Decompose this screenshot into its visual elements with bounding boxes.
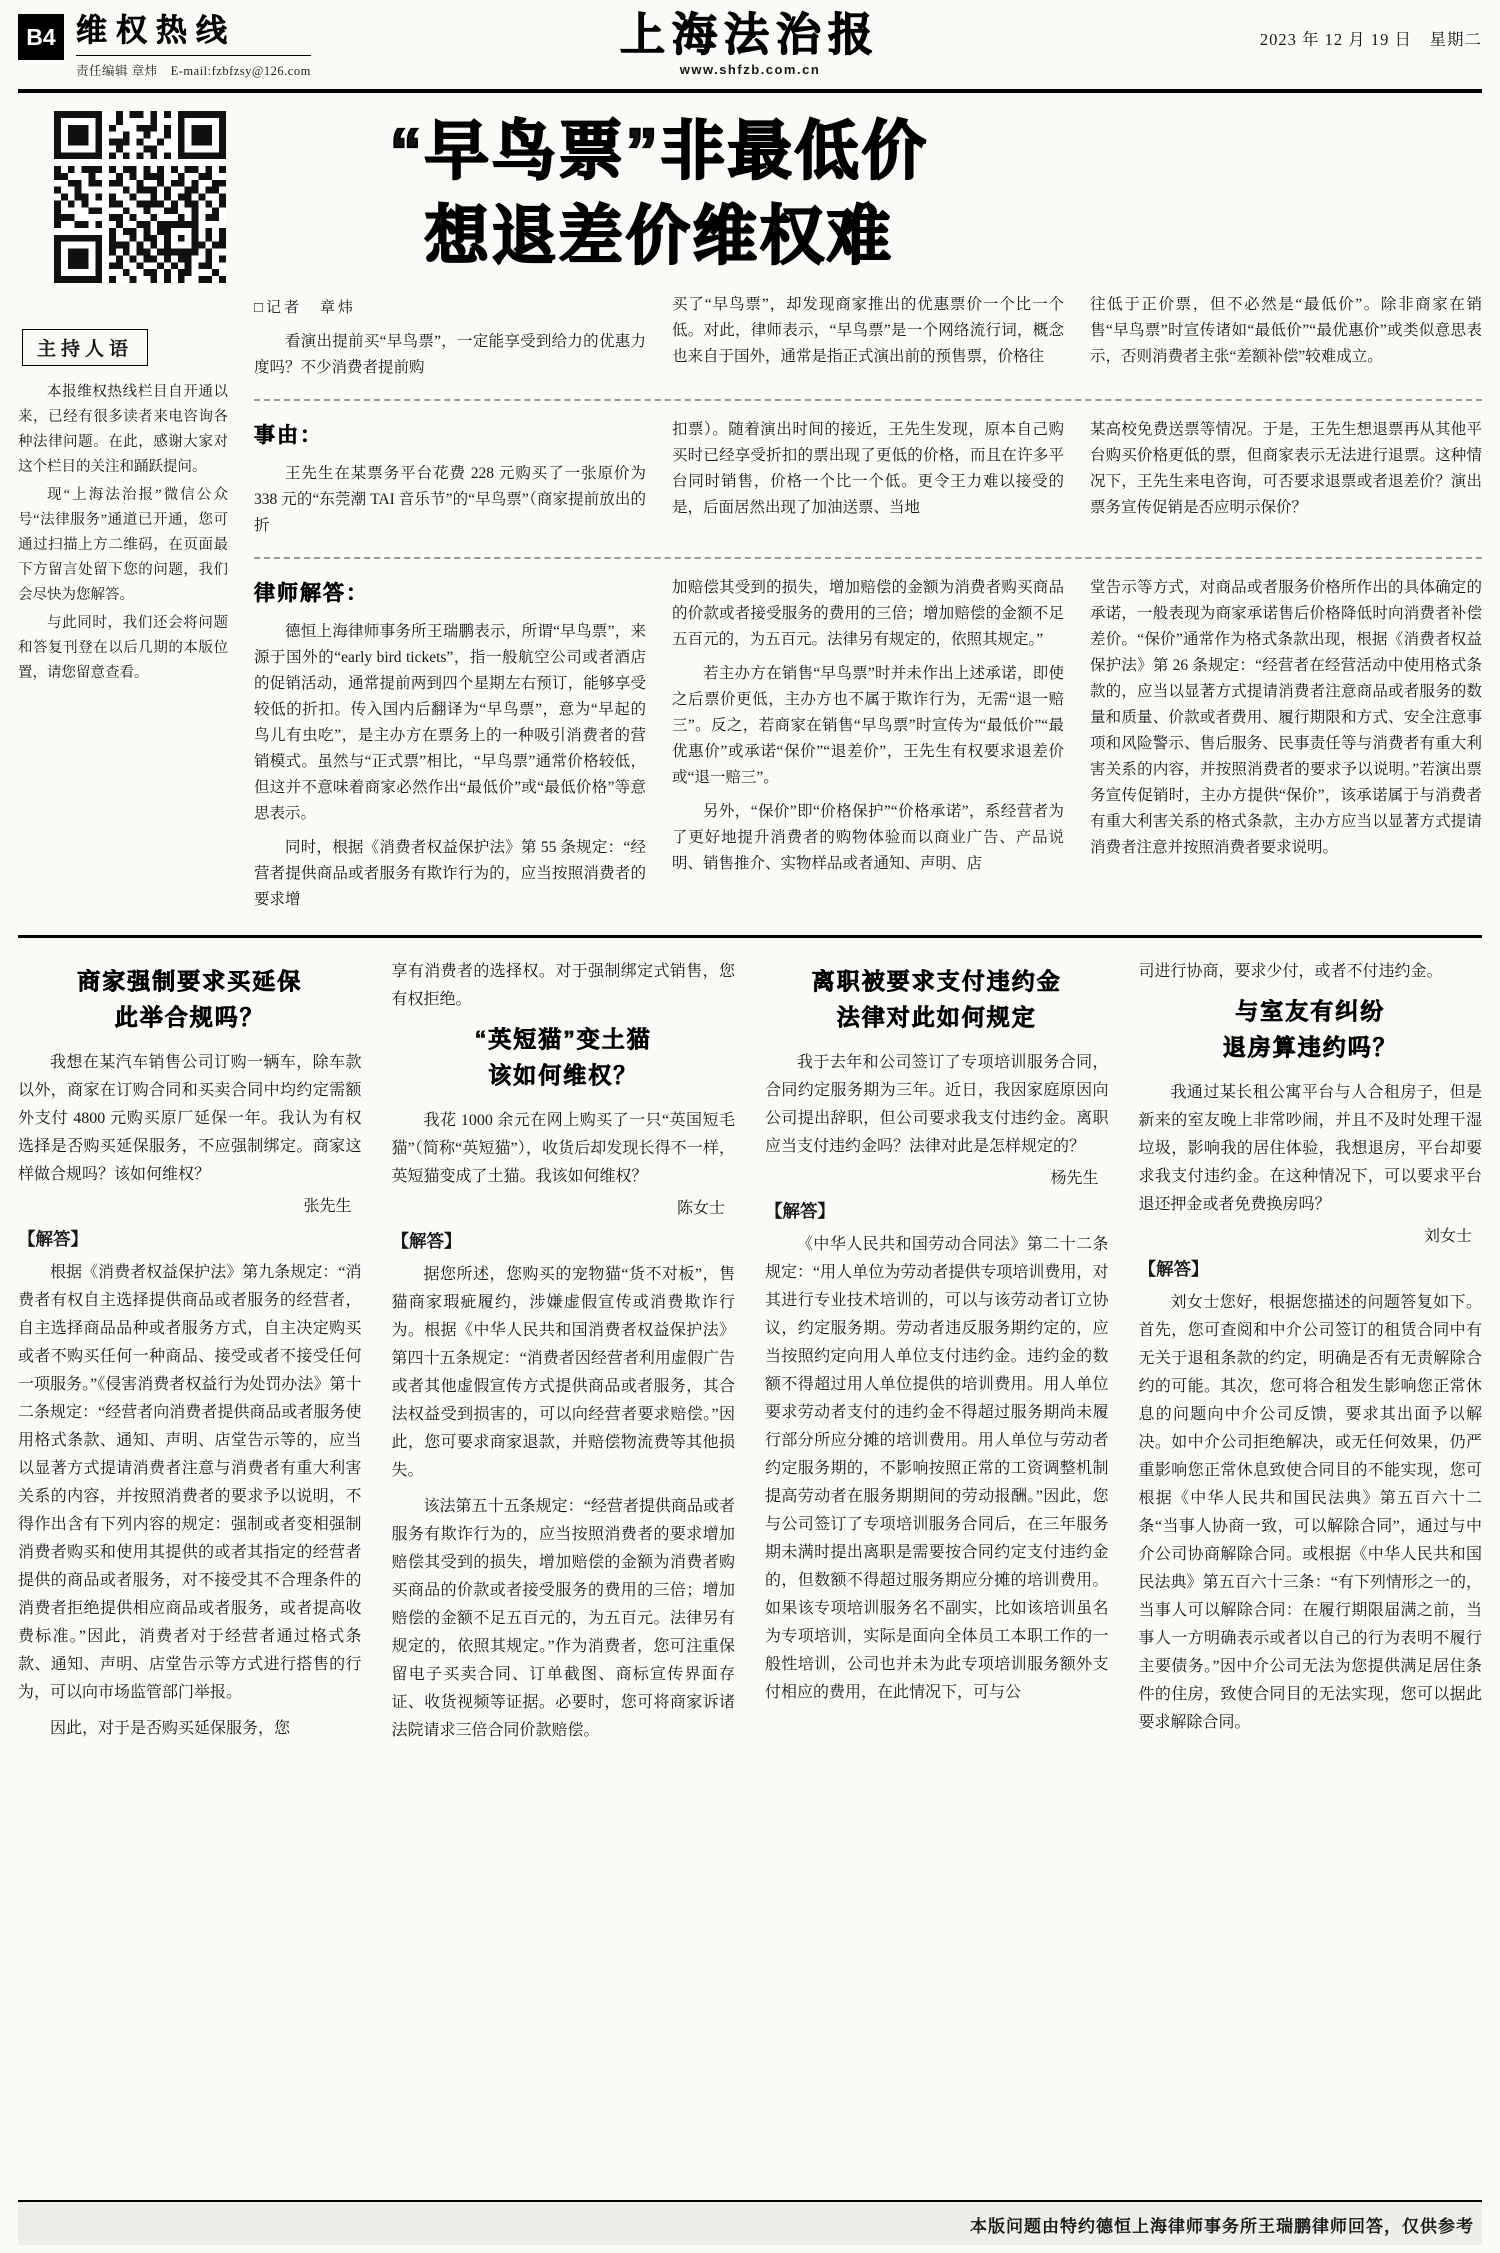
lead-column-2 — [672, 292, 1064, 389]
incident-label: 事由： — [254, 424, 323, 448]
qa-signer: 刘女士 — [1423, 1228, 1472, 1246]
lead-text: 往低于正价票，但不必然是“最低价”。除非商家在销售“早鸟票”时宣传诸如“最低价”“最优惠价”或类似意思表示，否则消费者主张“差额补偿”较难成立。 — [1090, 296, 1482, 366]
lawyer-column-1 — [254, 575, 646, 921]
masthead-title: 上海法治报 — [619, 10, 881, 60]
headline-line-1: “早鸟票”非最低价 — [389, 115, 929, 188]
lead-column-1 — [254, 292, 646, 389]
lead-column-3 — [1090, 292, 1482, 389]
page-header — [18, 12, 1482, 93]
main-headline — [254, 109, 1064, 278]
lawyer-text: 德恒上海律师事务所王瑞鹏表示，所谓“早鸟票”，来源于国外的“early bird tickets”，指一般航空公司或者酒店的促销活动，通常提前两到四个星期左右预订，能够享受较低的折扣。传入国内后翻译为“早鸟票”，意为“早起的鸟儿有虫吃”，是主办方在票务上的一种吸引消费者的营销模式。虽然与“正式票”相比，“早鸟票”通常价格较低，但这并不意味着商家必然作出“最低价”或“最低价格”等意思表示。 — [254, 623, 646, 823]
qa-signer: 陈女士 — [676, 1200, 725, 1218]
qa-column-extended-warranty — [18, 958, 362, 2189]
incident-row — [254, 417, 1482, 547]
qa-question: 我花 1000 余元在网上购买了一只“英国短毛猫”（简称“英短猫”），收货后却发现长得不一样，英短猫变成了土猫。我该如何维权？ — [391, 1112, 735, 1186]
qa-answer-paragraph: 《中华人民共和国劳动合同法》第二十二条规定：“用人单位为劳动者提供专项培训费用，对其进行专业技术培训的，可以与该劳动者订立协议，约定服务期。劳动者违反服务期约定的，应当按照约定向用人单位支付违约金。违约金的数额不得超过用人单位提供的培训费用。用人单位要求劳动者支付的违约金不得超过服务期尚未履行部分所应分摊的培训费用。用人单位与劳动者约定服务期的，不影响按照正常的工资调整机制提高劳动者在服务期期间的劳动报酬。”因此，您与公司签订了专项培训服务合同后，在三年服务期未满时提出离职是需要按合同约定支付违约金的，但数额不得超过服务期应分摊的培训费用。如果该专项培训服务名不副实，比如该培训虽名为专项培训，实际是面向全体员工本职工作的一般性培训，公司也并未为此专项培训服务额外支付相应的费用，在此情况下，可与公 — [765, 1236, 1109, 1702]
dashed-divider — [254, 557, 1482, 559]
header-left-block — [18, 14, 458, 79]
qa-heading-line: 商家强制要求买延保 — [77, 968, 303, 995]
main-article — [254, 109, 1482, 921]
qa-continuation-text: 享有消费者的选择权。对于强制绑定式销售，您有权拒绝。 — [391, 963, 735, 1009]
lawyer-text: 加赔偿其受到的损失，增加赔偿的金额为消费者购买商品的价款或者接受服务的费用的三倍；增加赔偿的金额不足五百元的，为五百元。法律另有规定的，依照其规定。” — [672, 579, 1064, 649]
lead-row — [254, 292, 1482, 389]
qa-heading-line: 该如何维权？ — [488, 1061, 639, 1088]
incident-column-3 — [1090, 417, 1482, 547]
qa-column-cat-purchase — [392, 958, 736, 2189]
host-note-paragraph: 与此同时，我们还会将问题和答复刊登在以后几期的本版位置，请您留意查看。 — [18, 615, 228, 682]
page-footer — [18, 2200, 1482, 2245]
qa-question: 我于去年和公司签订了专项培训服务合同，合同约定服务期为三年。近日，我因家庭原因向公司提出辞职，但公司要求我支付违约金。离职应当支付违约金吗？法律对此是怎样规定的？ — [765, 1054, 1109, 1156]
qa-answer-paragraph: 根据《消费者权益保护法》第九条规定：“消费者有权自主选择提供商品或者服务的经营者，自主选择商品品种或者服务方式，自主决定购买或者不购买任何一种商品、接受或者不接受任何一项服务。”《侵害消费者权益行为处罚办法》第十二条规定：“经营者向消费者提供商品或者服务使用格式条款、通知、声明、店堂告示等的，应当以显著方式提请消费者注意与消费者有重大利害关系的内容，并按照消费者的要求予以说明，不得作出含有下列内容的规定：强制或者变相强制消费者购买和使用其提供的或者其指定的经营者提供的商品或者服务，对不接受其不合理条件的消费者拒绝提供相应商品或者服务，或者提高收费标准。”因此，消费者对于经营者通过格式条款、通知、声明、店堂告示等方式进行搭售的行为，可以向市场监管部门举报。 — [18, 1264, 362, 1702]
incident-text: 扣票）。随着演出时间的接近，王先生发现，原本自己购买时已经享受折扣的票出现了更低的价格，而且在许多平台同时销售，价格一个比一个低。更令王力难以接受的是，后面居然出现了加油送票、当地 — [672, 421, 1064, 517]
headline-line-2: 想退差价维权难 — [424, 199, 894, 272]
qr-code-image — [54, 111, 226, 283]
qa-column-roommate-dispute — [1139, 958, 1483, 2189]
qa-signer: 杨先生 — [1050, 1170, 1099, 1188]
qa-heading-line: 此举合规吗？ — [114, 1003, 265, 1030]
qa-answer-label: 【解答】 — [765, 1201, 835, 1222]
page-number-badge: B4 — [18, 14, 64, 60]
lead-text: 看演出提前买“早鸟票”，一定能享受到给力的优惠力度吗？不少消费者提前购 — [254, 333, 646, 377]
upper-section — [18, 93, 1482, 933]
qa-answer-label: 【解答】 — [1138, 1259, 1209, 1280]
lawyer-label: 律师解答： — [254, 582, 369, 606]
host-note-title: 主持人语 — [22, 329, 148, 366]
dashed-divider — [254, 399, 1482, 401]
lawyer-text: 另外，“保价”即“价格保护”“价格承诺”，系经营者为了更好地提升消费者的购物体验而以商业广告、产品说明、销售推介、实物样品或者通知、声明、店 — [672, 803, 1064, 873]
incident-text: 某高校免费送票等情况。于是，王先生想退票再从其他平台购买价格更低的票，但商家表示无法进行退票。这种情况下，王先生来电咨询，可否要求退票或者退差价？演出票务宣传促销是否应明示保价？ — [1090, 421, 1482, 517]
qa-answer-paragraph: 据您所述，您购买的宠物猫“货不对板”，售猫商家瑕疵履约，涉嫌虚假宣传或消费欺诈行为。根据《中华人民共和国消费者权益保护法》第四十五条规定：“消费者因经营者利用虚假广告或者其他虚假宣传方式提供商品或者服务，其合法权益受到损害的，可以向经营者要求赔偿。”因此，您可要求商家退款，并赔偿物流费等其他损失。 — [391, 1266, 735, 1480]
masthead-block — [620, 12, 880, 77]
qa-answer-paragraph: 刘女士您好，根据您描述的问题答复如下。首先，您可查阅和中介公司签订的租赁合同中有无关于退租条款的约定，明确是否有无责解除合约的可能。其次，您可将合租发生影响您正常休息的问题向中介公司反馈，要求其出面予以解决。如中介公司拒绝解决，或无任何效果，仍严重影响您正常休息致使合同目的不能实现，您可根据《中华人民共和国民法典》第五百六十二条“当事人协商一致，可以解除合同”，通过与中介公司协商解除合同。或根据《中华人民共和国民法典》第五百六十三条：“有下列情形之一的，当事人可以解除合同：在履行期限届满之前，当事人一方明确表示或者以自己的行为表明不履行主要债务。”因中介公司无法为您提供满足居住条件的住房，致使合同目的无法实现，您可以据此要求解除合同。 — [1138, 1294, 1482, 1732]
incident-text: 王先生在某票务平台花费 228 元购买了一张原价为 338 元的“东莞潮 TAI 音乐节”的“早鸟票”（商家提前放出的折 — [254, 465, 646, 535]
qa-heading-line: 法律对此如何规定 — [836, 1003, 1037, 1030]
section-title-block — [76, 14, 311, 79]
qa-heading-line: 退房算违约吗？ — [1222, 1033, 1398, 1060]
editor-line: 责任编辑 章炜 E-mail:fzbfzsy@126.com — [76, 55, 311, 79]
qa-section — [18, 938, 1482, 2189]
host-note-paragraph: 现“上海法治报”微信公众号“法律服务”通道已开通，您可通过扫描上方二维码，在页面最下方留言处留下您的问题，我们会尽快为您解答。 — [18, 487, 228, 604]
qa-heading-line: 离职被要求支付违约金 — [811, 968, 1062, 995]
qa-heading-line: 与室友有纠纷 — [1235, 998, 1386, 1025]
qa-heading — [765, 964, 1109, 1035]
qa-heading — [18, 964, 362, 1035]
lawyer-column-3 — [1090, 575, 1482, 921]
qa-answer-label: 【解答】 — [18, 1229, 88, 1250]
qa-answer-paragraph: 因此，对于是否购买延保服务，您 — [50, 1720, 291, 1738]
website-url: www.shfzb.com.cn — [679, 62, 821, 78]
footer-note: 本版问题由特约德恒上海律师事务所王瑞鹏律师回答，仅供参考 — [970, 2217, 1474, 2236]
incident-column-1 — [254, 417, 646, 547]
incident-column-2 — [672, 417, 1064, 547]
left-sidebar — [18, 109, 228, 921]
qa-question: 我想在某汽车销售公司订购一辆车，除车款以外，商家在订购合同和买卖合同中均约定需额外支付 4800 元购买原厂延保一年。我认为有权选择是否购买延保服务，不应强制绑定。商家这样做合规吗？该如何维权？ — [18, 1054, 362, 1184]
section-title: 维权热线 — [76, 13, 236, 48]
qa-signer: 张先生 — [303, 1198, 352, 1216]
lawyer-text: 若主办方在销售“早鸟票”时并未作出上述承诺，即使之后票价更低，主办方也不属于欺诈行为，无需“退一赔三”。反之，若商家在销售“早鸟票”时宣传为“最低价”“最优惠价”或承诺“保价”“退差价”，王先生有权要求退差价或“退一赔三”。 — [672, 665, 1064, 787]
qa-heading-line: “英短猫”变土猫 — [474, 1026, 652, 1053]
lawyer-column-2 — [672, 575, 1064, 921]
host-note-paragraph: 本报维权热线栏目自开通以来，已经有很多读者来电咨询各种法律问题。在此，感谢大家对这个栏目的关注和踊跃提问。 — [18, 384, 228, 476]
lawyer-text: 同时，根据《消费者权益保护法》第 55 条规定：“经营者提供商品或者服务有欺诈行为的，应当按照消费者的要求增 — [254, 839, 646, 909]
byline: □记者 章炜 — [254, 300, 357, 317]
date-line: 2023 年 12 月 19 日 星期二 — [1259, 30, 1482, 49]
qa-heading — [1139, 994, 1483, 1065]
lawyer-row — [254, 575, 1482, 921]
lawyer-text: 堂告示等方式，对商品或者服务价格所作出的具体确定的承诺，一般表现为商家承诺售后价格降低时向消费者补偿差价。“保价”通常作为格式条款出现，根据《消费者权益保护法》第 26 条规定：“经营者在经营活动中使用格式条款的，应当以显著方式提请消费者注意商品或者服务的数量和质量、价款或者费用、履行期限和方式、安全注意事项和风险警示、售后服务、民事责任等与消费者有重大利害关系的内容，并按照消费者的要求予以说明。”若演出票务宣传促销时，主办方提供“保价”，该承诺属于与消费者有重大利害关系的格式条款，主办方应当以显著方式提请消费者注意并按照消费者要求说明。 — [1090, 579, 1482, 857]
qa-column-resignation-penalty — [765, 958, 1109, 2189]
qa-answer-paragraph: 该法第五十五条规定：“经营者提供商品或者服务有欺诈行为的，应当按照消费者的要求增加赔偿其受到的损失，增加赔偿的金额为消费者购买商品的价款或者接受服务的费用的三倍；增加赔偿的金额不足五百元的，为五百元。法律另有规定的，依照其规定。”作为消费者，您可注重保留电子买卖合同、订单截图、商标宣传界面存证、收货视频等证据。必要时，您可将商家诉诸法院请求三倍合同价款赔偿。 — [391, 1498, 735, 1740]
qa-continuation-text: 司进行协商，要求少付，或者不付违约金。 — [1138, 963, 1443, 981]
lead-text: 买了“早鸟票”，却发现商家推出的优惠票价一个比一个低。对此，律师表示，“早鸟票”是一个网络流行词，概念也来自于国外，通常是指正式演出前的预售票，价格往 — [672, 296, 1064, 366]
qa-answer-label: 【解答】 — [391, 1231, 462, 1252]
qa-heading — [392, 1022, 736, 1093]
qa-question: 我通过某长租公寓平台与人合租房子，但是新来的室友晚上非常吵闹，并且不及时处理干湿垃圾，影响我的居住体验，我想退房，平台却要求我支付违约金。在这种情况下，可以要求平台退还押金或者免费换房吗？ — [1138, 1084, 1482, 1214]
